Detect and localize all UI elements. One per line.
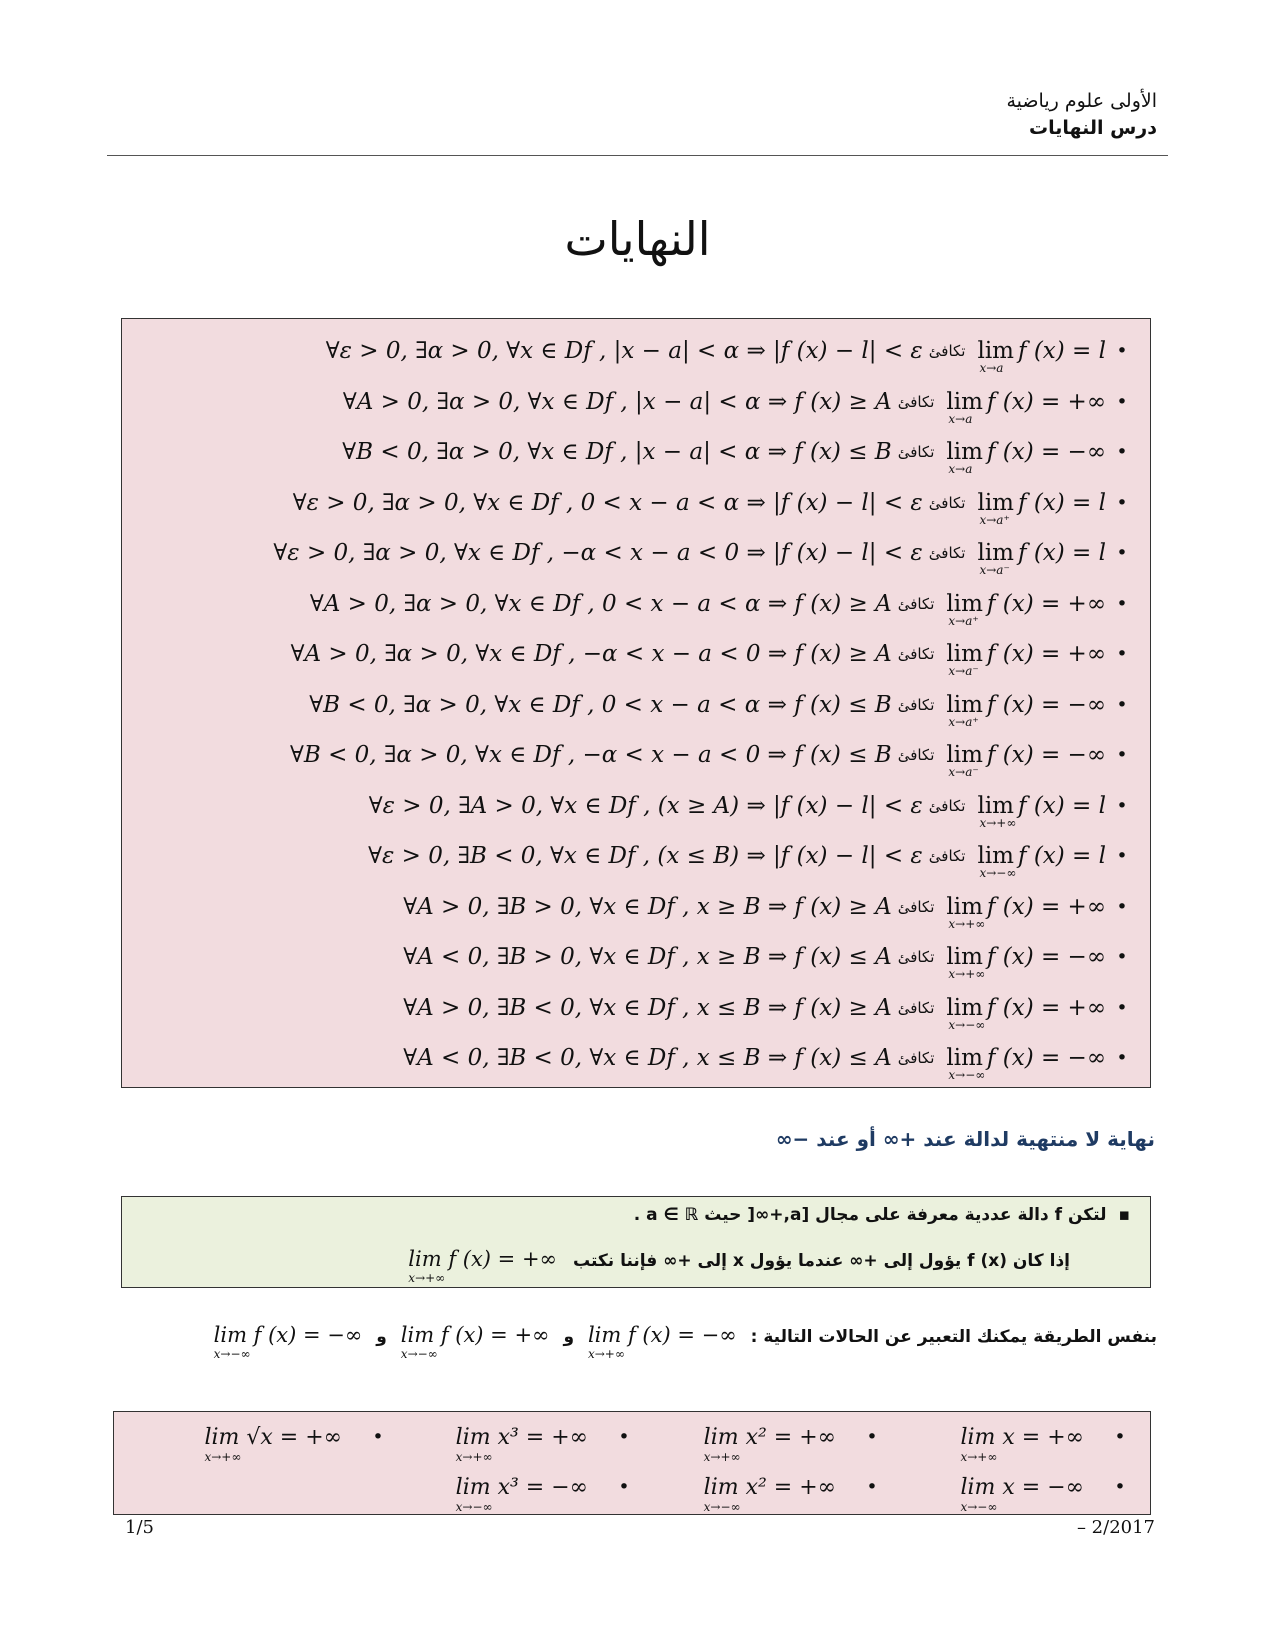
- examples-box: [113, 1411, 1151, 1515]
- equivalence-keyword: تكافئ: [897, 695, 935, 714]
- lim-subscript: x→a⁺: [948, 714, 979, 729]
- same-way-sub-2: x→−∞: [400, 1347, 438, 1361]
- limit-value: f (x) = −∞: [986, 439, 1106, 465]
- lim-subscript: x→+∞: [979, 815, 1017, 830]
- example-item: [896, 1462, 1136, 1512]
- definition-limit: [940, 590, 1106, 628]
- example-item: [400, 1462, 640, 1512]
- bullet: •: [372, 1426, 384, 1448]
- lim-text: lim: [946, 742, 983, 768]
- equivalence-keyword: تكافئ: [897, 645, 935, 663]
- page-number: 1/5: [125, 1517, 154, 1538]
- definition-limit: [940, 742, 1106, 779]
- definition-condition: ∀A > 0, ∃α > 0, ∀x ∈ Df , 0 < x − a < α ⇒ f (x) ≥ A: [309, 590, 892, 617]
- bullet: •: [1116, 845, 1128, 867]
- bullet: •: [1116, 340, 1128, 362]
- same-way-sub-3: x→−∞: [213, 1347, 251, 1361]
- bullet: •: [618, 1476, 630, 1498]
- same-way-expr-1: [587, 1323, 737, 1361]
- bullet: •: [1116, 491, 1128, 514]
- limit-value: f (x) = +∞: [986, 994, 1106, 1021]
- example-sub: x→−∞: [455, 1499, 493, 1514]
- definition-row: [130, 477, 1138, 529]
- example-expr: [703, 1474, 856, 1514]
- lim-operator: [946, 641, 983, 678]
- limit-value: f (x) = l: [1018, 489, 1106, 516]
- equivalence-keyword: تكافئ: [897, 746, 935, 764]
- lim-subscript: x→a: [979, 361, 1004, 375]
- same-way-conj-2: و: [376, 1327, 387, 1347]
- bullet: •: [1116, 643, 1128, 665]
- school-year: – 2/2017: [1076, 1517, 1155, 1538]
- bullet: •: [1116, 996, 1128, 1019]
- lim-text: lim: [946, 388, 983, 415]
- definition-infinite-limit-box: [121, 1196, 1151, 1288]
- green-box-line-1: ▪لتكن f دالة عددية معرفة على مجال [a,+∞[ حيث a ∈ ℝ .: [633, 1205, 1130, 1225]
- definition-limit: [940, 893, 1106, 931]
- bullet: •: [1116, 794, 1128, 817]
- lim-operator: [977, 540, 1014, 577]
- lim-subscript: x→+∞: [948, 916, 986, 931]
- lim-text: lim: [946, 691, 983, 718]
- equivalence-keyword: تكافئ: [928, 847, 966, 865]
- lim-operator: [977, 792, 1017, 830]
- lim-subscript: x→a: [948, 462, 973, 476]
- bullet: •: [1114, 1476, 1126, 1498]
- example-sub: x→−∞: [960, 1499, 998, 1514]
- definition-row: [130, 325, 1138, 377]
- definition-condition: ∀A > 0, ∃B < 0, ∀x ∈ Df , x ≤ B ⇒ f (x) ≥ A: [403, 994, 892, 1021]
- page-header: [1006, 88, 1157, 142]
- same-way-expr-1-text: lim f (x) = −∞: [587, 1323, 737, 1347]
- lim-text: lim: [977, 843, 1014, 869]
- equivalence-keyword: تكافئ: [897, 948, 935, 966]
- green-box-line-2: [408, 1247, 1070, 1285]
- lim-subscript: x→a⁺: [948, 613, 979, 628]
- green-box-expr-sub: x→+∞: [408, 1271, 446, 1285]
- definition-condition: ∀ε > 0, ∃α > 0, ∀x ∈ Df , |x − a| < α ⇒ |f (x) − l| < ε: [325, 338, 923, 364]
- definition-row: [130, 729, 1138, 781]
- lim-subscript: x→a⁻: [979, 563, 1010, 577]
- definition-condition: ∀A > 0, ∃α > 0, ∀x ∈ Df , |x − a| < α ⇒ f (x) ≥ A: [342, 388, 892, 415]
- example-expr: [703, 1424, 856, 1464]
- definition-condition: ∀ε > 0, ∃α > 0, ∀x ∈ Df , −α < x − a < 0 ⇒ |f (x) − l| < ε: [273, 540, 923, 566]
- example-sub: x→+∞: [703, 1449, 741, 1464]
- limit-value: f (x) = −∞: [986, 742, 1106, 768]
- limit-value: f (x) = l: [1018, 843, 1106, 869]
- lim-subscript: x→a⁺: [979, 512, 1010, 527]
- lim-subscript: x→+∞: [948, 967, 986, 981]
- bullet: •: [1116, 946, 1128, 968]
- bullet: •: [1116, 542, 1128, 564]
- equivalence-keyword: تكافئ: [928, 342, 966, 360]
- bullet: •: [1116, 744, 1128, 766]
- definition-condition: ∀ε > 0, ∃A > 0, ∀x ∈ Df , (x ≥ A) ⇒ |f (x) − l| < ε: [368, 792, 923, 819]
- definition-limit: [971, 489, 1106, 527]
- same-way-expr-2: [400, 1323, 550, 1361]
- lim-operator: [946, 944, 986, 981]
- lim-operator: [946, 1045, 986, 1082]
- definition-row: [130, 628, 1138, 680]
- definition-row: [130, 426, 1138, 478]
- definition-condition: ∀ε > 0, ∃α > 0, ∀x ∈ Df , 0 < x − a < α ⇒ |f (x) − l| < ε: [292, 489, 923, 516]
- definition-condition: ∀B < 0, ∃α > 0, ∀x ∈ Df , |x − a| < α ⇒ f (x) ≤ B: [342, 439, 892, 465]
- bullet: •: [1116, 592, 1128, 615]
- example-expr-text: lim x² = +∞: [703, 1424, 836, 1450]
- same-way-conj-1: و: [563, 1327, 575, 1347]
- example-expr-text: lim x = +∞: [960, 1424, 1084, 1450]
- same-way-text: بنفس الطريقة يمكنك التعبير عن الحالات التالية :: [750, 1327, 1157, 1347]
- equivalence-keyword: تكافئ: [897, 443, 935, 461]
- green-box-expr: lim f (x) = +∞: [408, 1247, 558, 1271]
- definition-row: [130, 830, 1138, 882]
- green-box-line-1-text: لتكن f دالة عددية معرفة على مجال [a,+∞[ حيث a ∈ ℝ .: [633, 1205, 1107, 1225]
- definition-limit: [971, 843, 1106, 880]
- definition-row: [130, 931, 1138, 983]
- lim-subscript: x→a⁻: [948, 664, 979, 678]
- definition-limit: [971, 338, 1106, 375]
- section-heading: نهاية لا منتهية لدالة عند +∞ أو عند −∞: [775, 1127, 1155, 1151]
- example-sub: x→+∞: [455, 1449, 493, 1464]
- definition-limit: [940, 439, 1106, 476]
- definition-limit: [940, 944, 1106, 981]
- definition-row: [130, 1032, 1138, 1084]
- definitions-box: [121, 318, 1151, 1088]
- lim-subscript: x→−∞: [948, 1068, 986, 1082]
- lim-text: lim: [946, 641, 983, 667]
- definition-limit: [940, 388, 1106, 426]
- lim-text: lim: [946, 1045, 983, 1071]
- same-way-expr-3: [213, 1323, 363, 1361]
- same-way-line: [206, 1323, 1157, 1361]
- lim-subscript: x→−∞: [948, 1017, 986, 1032]
- lim-text: lim: [946, 893, 983, 920]
- bullet: •: [1116, 441, 1128, 463]
- equivalence-keyword: تكافئ: [928, 493, 966, 512]
- lim-operator: [946, 742, 983, 779]
- example-sub: x→+∞: [204, 1449, 242, 1464]
- equivalence-keyword: تكافئ: [928, 544, 966, 562]
- example-item: [648, 1412, 888, 1462]
- bullet: •: [1116, 1047, 1128, 1069]
- green-box-line-2-text: إذا كان f (x) يؤول إلى +∞ عندما يؤول x إلى +∞ فإننا نكتب: [572, 1251, 1070, 1271]
- lim-text: lim: [977, 338, 1014, 364]
- definition-condition: ∀A < 0, ∃B < 0, ∀x ∈ Df , x ≤ B ⇒ f (x) ≤ A: [403, 1045, 892, 1071]
- definition-row: [130, 982, 1138, 1034]
- bullet: •: [1116, 390, 1128, 413]
- example-expr-text: lim x = −∞: [960, 1474, 1084, 1500]
- example-expr: [960, 1474, 1104, 1514]
- lim-text: lim: [946, 439, 983, 465]
- definition-limit: [940, 1045, 1106, 1082]
- bullet: •: [1114, 1426, 1126, 1448]
- header-divider: [107, 155, 1168, 156]
- example-item: [400, 1412, 640, 1462]
- example-expr: [455, 1424, 608, 1464]
- lim-operator: [977, 338, 1014, 375]
- green-box-limit-expr: [408, 1247, 558, 1285]
- lim-operator: [977, 489, 1014, 527]
- definition-condition: ∀A < 0, ∃B > 0, ∀x ∈ Df , x ≥ B ⇒ f (x) ≤ A: [403, 944, 892, 970]
- equivalence-keyword: تكافئ: [928, 796, 966, 815]
- lim-operator: [946, 691, 983, 729]
- equivalence-keyword: تكافئ: [897, 1049, 935, 1067]
- bullet: •: [1116, 693, 1128, 716]
- definition-condition: ∀A > 0, ∃B > 0, ∀x ∈ Df , x ≥ B ⇒ f (x) ≥ A: [403, 893, 892, 920]
- equivalence-keyword: تكافئ: [897, 594, 935, 613]
- example-expr-text: lim √x = +∞: [204, 1424, 342, 1450]
- definition-condition: ∀B < 0, ∃α > 0, ∀x ∈ Df , 0 < x − a < α ⇒ f (x) ≤ B: [309, 691, 892, 718]
- lim-subscript: x→a⁻: [948, 765, 979, 779]
- example-item: [896, 1412, 1136, 1462]
- example-expr-text: lim x² = +∞: [703, 1474, 836, 1500]
- bullet: •: [618, 1426, 630, 1448]
- lim-operator: [946, 994, 986, 1032]
- equivalence-keyword: تكافئ: [897, 998, 935, 1017]
- definition-row: [130, 578, 1138, 630]
- definition-limit: [940, 641, 1106, 678]
- definition-condition: ∀B < 0, ∃α > 0, ∀x ∈ Df , −α < x − a < 0 ⇒ f (x) ≤ B: [289, 742, 892, 768]
- page-title: النهايات: [564, 212, 711, 266]
- definition-row: [130, 780, 1138, 832]
- definition-condition: ∀ε > 0, ∃B < 0, ∀x ∈ Df , (x ≤ B) ⇒ |f (x) − l| < ε: [368, 843, 923, 869]
- lim-text: lim: [946, 994, 983, 1021]
- lesson-label: درس النهايات: [1029, 117, 1157, 139]
- equivalence-keyword: تكافئ: [897, 897, 935, 916]
- lim-subscript: x→−∞: [979, 866, 1017, 880]
- definition-row: [130, 679, 1138, 731]
- lim-subscript: x→a: [948, 411, 973, 426]
- example-item: [154, 1412, 394, 1462]
- lim-operator: [946, 893, 986, 931]
- lim-text: lim: [977, 540, 1014, 566]
- example-expr: [204, 1424, 362, 1464]
- definition-limit: [971, 540, 1106, 577]
- definition-limit: [971, 792, 1106, 830]
- limit-value: f (x) = −∞: [986, 691, 1106, 718]
- limit-value: f (x) = −∞: [986, 944, 1106, 970]
- example-expr-text: lim x³ = −∞: [455, 1474, 588, 1500]
- definition-condition: ∀A > 0, ∃α > 0, ∀x ∈ Df , −α < x − a < 0 ⇒ f (x) ≥ A: [290, 641, 892, 667]
- lim-text: lim: [977, 792, 1014, 819]
- limit-value: f (x) = l: [1018, 540, 1106, 566]
- limit-value: f (x) = l: [1018, 792, 1106, 819]
- limit-value: f (x) = −∞: [986, 1045, 1106, 1071]
- definition-limit: [940, 691, 1106, 729]
- limit-value: f (x) = +∞: [986, 388, 1106, 415]
- same-way-sub-1: x→+∞: [587, 1347, 625, 1361]
- example-expr-text: lim x³ = +∞: [455, 1424, 588, 1450]
- same-way-expr-2-text: lim f (x) = +∞: [400, 1323, 550, 1347]
- definition-row: [130, 376, 1138, 428]
- example-item: [648, 1462, 888, 1512]
- bullet: •: [866, 1426, 878, 1448]
- bullet: •: [1116, 895, 1128, 918]
- limit-value: f (x) = l: [1018, 338, 1106, 364]
- example-sub: x→+∞: [960, 1449, 998, 1464]
- limit-value: f (x) = +∞: [986, 641, 1106, 667]
- definition-limit: [940, 994, 1106, 1032]
- lim-operator: [946, 590, 983, 628]
- example-expr: [455, 1474, 608, 1514]
- lim-operator: [977, 843, 1017, 880]
- limit-value: f (x) = +∞: [986, 590, 1106, 617]
- lim-operator: [946, 388, 983, 426]
- example-sub: x→−∞: [703, 1499, 741, 1514]
- lim-text: lim: [946, 944, 983, 970]
- lim-operator: [946, 439, 983, 476]
- definition-row: [130, 527, 1138, 579]
- limit-value: f (x) = +∞: [986, 893, 1106, 920]
- lim-text: lim: [977, 489, 1014, 516]
- lim-text: lim: [946, 590, 983, 617]
- definition-row: [130, 881, 1138, 933]
- equivalence-keyword: تكافئ: [897, 392, 935, 411]
- class-label: الأولى علوم رياضية: [1006, 90, 1157, 112]
- bullet: •: [866, 1476, 878, 1498]
- example-expr: [960, 1424, 1104, 1464]
- same-way-expr-3-text: lim f (x) = −∞: [213, 1323, 363, 1347]
